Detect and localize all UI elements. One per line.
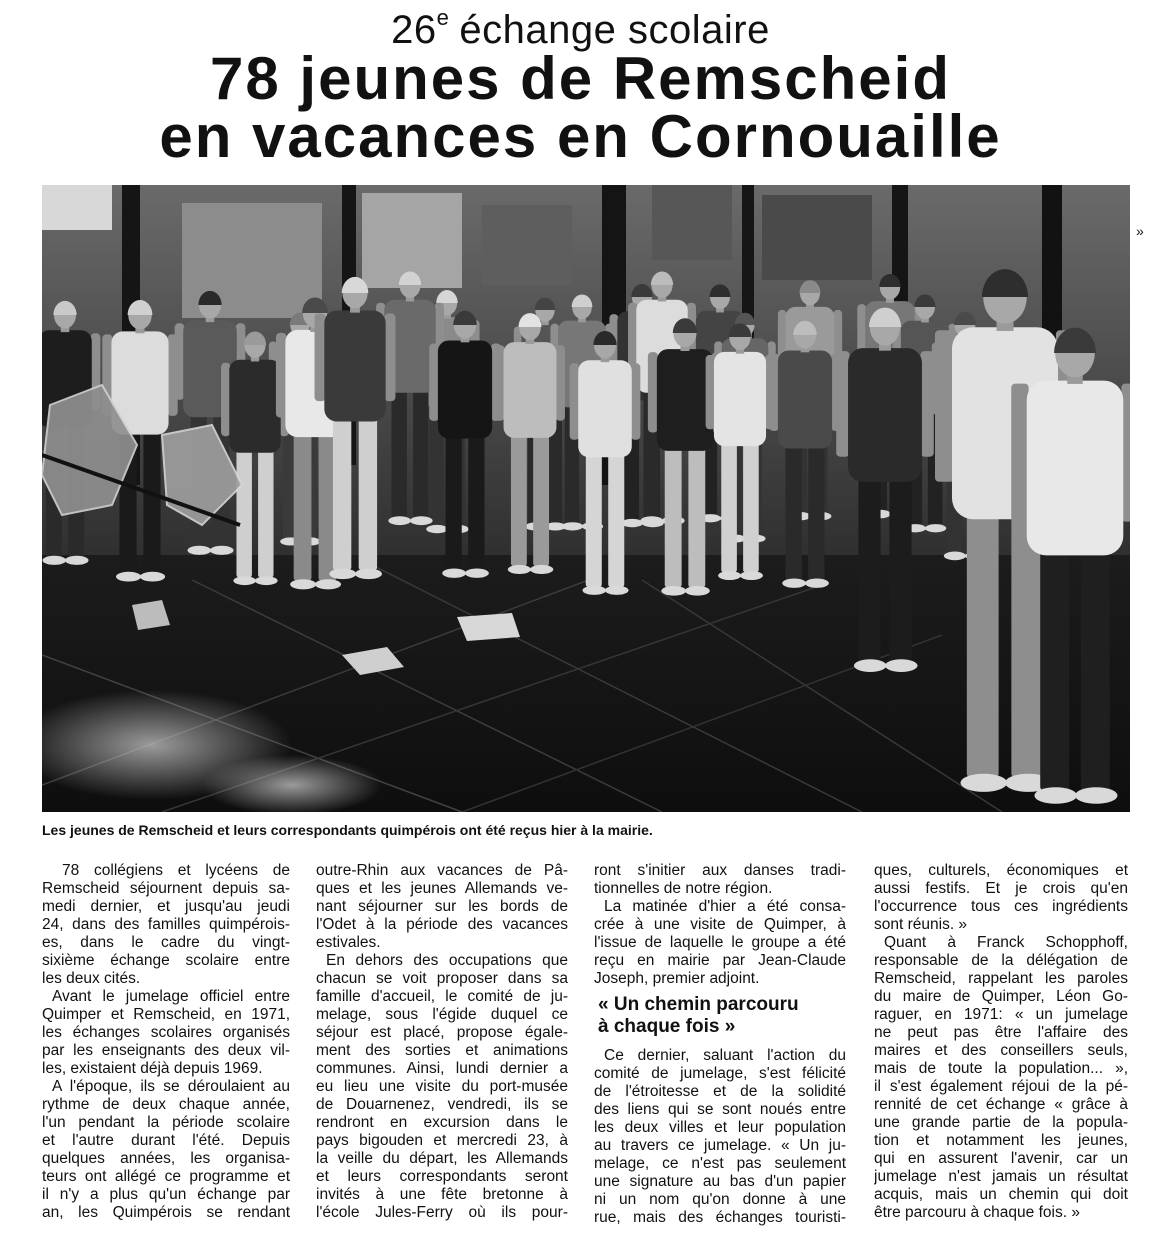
text-line: communes. Ainsi, lundi dernier a [316,1060,568,1077]
text-line: tionnelles de notre région. [594,880,773,897]
paragraph [42,1078,290,1222]
text-line: au travers ce jumelage. « Un ju- [594,1137,846,1154]
text-line: comité de jumelage, s'est félicité [594,1065,846,1082]
text-line: les deux cités. [42,970,141,987]
text-line: medi dernier, et jusqu'au jeudi [42,898,290,915]
text-line: des liens qui se sont noués entre [594,1101,846,1118]
text-line: Quant à Franck Schopphoff, [884,934,1128,951]
kicker-number: 26 [391,8,437,52]
text-line: les, existaient déjà depuis 1969. [42,1060,263,1077]
text-line: séjour est placé, propose égale- [316,1024,568,1041]
text-line: par les enseignants des deux vil- [42,1042,290,1059]
paragraph [594,1047,846,1227]
text-line: famille d'accueil, le comité de ju- [316,988,568,1005]
kicker-text: échange scolaire [459,8,770,52]
text-line: et leurs correspondants seront [316,1168,568,1185]
paragraph [874,934,1128,1222]
paragraph [42,862,290,988]
text-line: chacun se voit proposer dans sa [316,970,568,987]
text-line: invités à une fête bretonne à [316,1186,568,1203]
text-line: mais de toute la population... », [874,1060,1128,1077]
text-line: crée à une visite de Quimper, à [594,916,846,933]
text-line: l'Odet à la période des vacances [316,916,568,933]
text-line: ront s'initier aux danses tradi- [594,862,846,879]
text-line: Remscheid séjournent depuis sa- [42,880,290,897]
text-line: et l'autre durant l'été. Depuis [42,1132,290,1149]
text-line: ne peut pas être l'affaire des [874,1024,1128,1041]
text-line: quelques années, les organisa- [42,1150,290,1167]
text-line: rennité de cet échange « grâce à [874,1096,1128,1113]
text-line: les échanges scolaires organisés [42,1024,290,1041]
text-line: melage, sous l'égide duquel ce [316,1006,568,1023]
text-line: une grande partie de la popula- [874,1114,1128,1131]
text-line: rendront en excursion dans le [316,1114,568,1131]
text-line: tion et notamment les jeunes, [874,1132,1128,1149]
text-line: reçu en mairie par Jean-Claude [594,952,846,969]
text-line: responsable de la délégation de [874,952,1128,969]
text-line: En dehors des occupations que [326,952,568,969]
text-line: qui en assurent l'avenir, car un [874,1150,1128,1167]
text-line: acquis, mais un chemin qui doit [874,1186,1128,1203]
paragraph [874,862,1128,934]
text-line: ques et les jeunes Allemands ve- [316,880,568,897]
text-line: il n'y a plus qu'un échange par [42,1186,290,1203]
text-line: rythme de deux chaque année, [42,1096,290,1113]
text-line: ment des sorties et animations [316,1042,568,1059]
text-line: une signature au bas d'un papier [594,1173,846,1190]
text-line: jumelage n'est jamais un résultat [874,1168,1128,1185]
text-line: Joseph, premier adjoint. [594,970,760,987]
text-line: outre-Rhin aux vacances de Pâ- [316,862,568,879]
text-line: ques, culturels, économiques et [874,862,1128,879]
text-column-1 [42,862,290,1222]
paragraph [594,862,846,898]
text-line: Avant le jumelage officiel entre [52,988,290,1005]
photo [42,185,1130,812]
text-line: es, dans le cadre du vingt- [42,934,290,951]
text-line: de Douarnenez, vendredi, ils se [316,1096,568,1113]
text-line: il s'est également réjoui de la pé- [874,1078,1128,1095]
text-line: 24, dans des familles quimpérois- [42,916,290,933]
text-line: teurs ont allégé ce programme et [42,1168,290,1185]
subheading [598,994,846,1038]
text-line: raguer, en 1971: « un jumelage [874,1006,1128,1023]
photo-caption: Les jeunes de Remscheid et leurs correspondants quimpérois ont été reçus hier à la mairie. [42,822,653,838]
text-line: l'occurrence tous ces ingrédients [874,898,1128,915]
text-column-4 [874,862,1128,1222]
headline-line-1: 78 jeunes de Remscheid [210,45,951,112]
text-line: l'un pendant la période scolaire [42,1114,290,1131]
text-line: être parcouru à chaque fois. » [874,1204,1080,1221]
text-line: melage, ce n'est pas seulement [594,1155,846,1172]
text-line: Remscheid, rappelant les paroles [874,970,1128,987]
kicker-superscript: e [436,4,450,30]
text-line: ni un nom qu'on donne à une [594,1191,846,1208]
text-line: nant séjourner sur les bords de [316,898,568,915]
text-line: du maire de Quimper, Léon Go- [874,988,1128,1005]
text-line: estivales. [316,934,381,951]
text-line: l'école Jules-Ferry où ils pour- [316,1204,568,1221]
text-line: pays bigouden et mercredi 23, à [316,1132,568,1149]
paragraph [316,862,568,952]
text-line: A l'époque, ils se déroulaient au [52,1078,290,1095]
text-line: la veille du départ, les Allemands [316,1150,568,1167]
text-line: maires et des conseillers seuls, [874,1042,1128,1059]
margin-mark: » [1136,223,1144,239]
text-line: rue, mais des échanges touristi- [594,1209,846,1226]
paragraph [42,988,290,1078]
text-line: La matinée d'hier a été consa- [604,898,846,915]
text-line: aussi festifs. Et je crois qu'en [874,880,1128,897]
text-line: an, les Quimpérois se rendant [42,1204,290,1221]
photo-image [42,185,1130,812]
text-line: Ce dernier, saluant l'action du [604,1047,846,1064]
text-line: eu lieu une visite du port-musée [316,1078,568,1095]
text-line: 78 collégiens et lycéens de [62,862,290,879]
text-line: Quimper et Remscheid, en 1971, [42,1006,290,1023]
text-line: les deux villes et leur population [594,1119,846,1136]
paragraph [594,898,846,988]
text-line: sont réunis. » [874,916,968,933]
text-line: sixième échange scolaire entre [42,952,290,969]
text-line: l'issue de laquelle le groupe a été [594,934,846,951]
text-column-3 [594,862,846,1227]
text-column-2 [316,862,568,1222]
headline-line-2: en vacances en Cornouaille [159,103,1002,170]
subheading-line: « Un chemin parcouru [598,994,799,1015]
text-line: de l'étroitesse et de la solidité [594,1083,846,1100]
subheading-line: à chaque fois » [598,1016,736,1037]
paragraph [316,952,568,1222]
